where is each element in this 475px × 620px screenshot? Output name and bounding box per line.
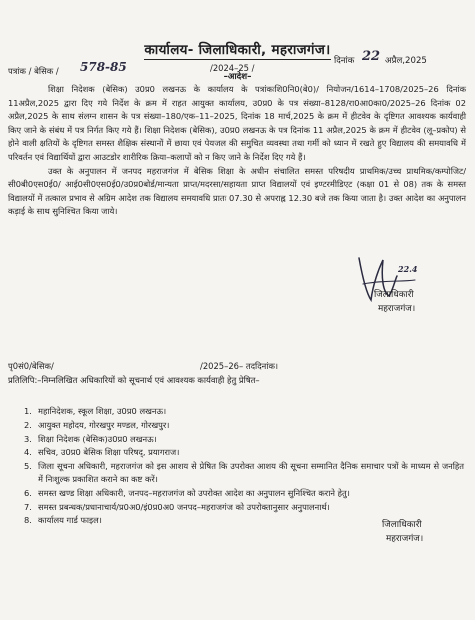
reference-label: पत्रांक / बेसिक /	[8, 66, 59, 76]
signature-1-designation: जिलाधिकारी	[374, 290, 414, 300]
signature-1-place: महराजगंज।	[378, 304, 416, 314]
list-item: 1. महानिदेशक, स्कूल शिक्षा, उ0प्र0 लखनऊ।	[24, 406, 167, 416]
order-heading: –आदेश–	[223, 72, 252, 82]
list-item: 7. समस्त प्रबन्धक/प्रधानाचार्य/प्र0अ0/इं0प्र0अ0 जनपद–महराजगंज को उपरोक्तानुसार अनुपालनार्थ।	[24, 501, 330, 512]
copy-reference-label: पृ0सं0/बेसिक/	[8, 361, 54, 371]
order-paragraph-2: उक्त के अनुपालन में जनपद महराजगंज में बेसिक शिक्षा के अधीन संचालित समस्त परिषदीय प्राथमिक/उच्च प्राथमिक/कम्पोजिट/ सी0बी0एस0ई0/ आई0सी0एस0ई0/उ0प्र0बोर्ड/मान्यता प्राप्त/मदरसा/सहायता प्राप्त विद्यालयों एवं इण्टरमीडिएट (कक्षा 01 से 08) तक के समस्त विद्यालयों में तत्काल प्रभाव से अग्रिम आदेश तक विद्यालय समयावधि प्रातः 07.30 से अपराह्न 12.30 बजे तक किया जाता है। उक्त आदेश का अनुपालन कड़ाई के साथ सुनिश्चित किया जाये।	[8, 165, 466, 217]
list-item: 6. समस्त खण्ड शिक्षा अधिकारी, जनपद–महराजगंज को उपरोक्त आदेश का अनुपालन सुनिश्चित कराने हेतु।	[24, 487, 350, 498]
copy-intro: प्रतिलिपि:–निम्नलिखित अधिकारियों को सूचनार्थ एवं आवश्यक कार्यवाही हेतु प्रेषित–	[8, 375, 260, 385]
date-day-handwritten: 22	[362, 49, 381, 64]
reference-number-handwritten: 578-85	[80, 60, 127, 74]
order-body	[8, 83, 466, 219]
office-title-text: कार्यालय- जिलाधिकारी, महराजगंज।	[144, 42, 331, 58]
list-item: 5. जिला सूचना अधिकारी, महराजगंज को इस आशय से प्रेषित कि उपरोक्त आशय की सूचना सम्मानित दैनिक समाचार पत्रों के माध्यम से जनहित में निःशुल्क प्रकाशित कराने का कष्ट करें।	[24, 461, 464, 484]
list-item: 3. शिक्षा निदेशक (बेसिक)उ0प्र0 लखनऊ।	[24, 433, 157, 444]
order-paragraph-1: शिक्षा निदेशक (बेसिक) उ0प्र0 लखनऊ के कार्यालय के पत्रांकःशि0नि0(बे0)/ नियोजन/1614–1708/2025–26 दिनांक 11अप्रैल,2025 द्वारा दिए गये निर्देश के क्रम में राहत आयुक्त कार्यालय, उ0प्र0 के पत्र संख्या–8128/रा0आ0का0/2025–26 दिनांक 02 अप्रैल,2025 के साथ संलग्न शासन के पत्र संख्या–180/एक–11–2025, दिनांक 18 मार्च,2025 के क्रम में हीटवेव के दृष्टिगत आवश्यक कार्यवाही किए जाने के संबंध में पत्र निर्गत किए गये हैं। शिक्षा निदेशक (बेसिक), उ0प्र0 लखनऊ के पत्र दिनांक 11 अप्रैल,2025 के क्रम में हीटवेव (लू–प्रकोप) से होने वाली क्षतियों के दृष्टिगत समस्त शैक्षिक संस्थानों में छाया एवं पेयजल की समुचित व्यवस्था तथा गर्मी को ध्यान में रखते हुए विद्यालय की समयावधि में परिवर्तन एवं विद्यार्थियों द्वारा आउटडोर शारीरिक क्रिया–कलापों को न किए जाने के निर्देश दिए गये हैं।	[8, 84, 466, 162]
list-item: 4. सचिव, उ0प्र0 बेसिक शिक्षा परिषद्, प्रयागराज।	[24, 447, 180, 458]
reference-suffix: /2024–25 /	[210, 63, 255, 73]
list-item: 8. कार्यालय गार्ड फाइल।	[24, 515, 102, 526]
date-month-year: अप्रैल,2025	[385, 56, 427, 66]
recipient-list	[24, 405, 464, 528]
signature-1-date-handwritten: 22.4	[398, 264, 418, 274]
signature-2-designation: जिलाधिकारी	[382, 520, 422, 530]
list-item: 2. आयुक्त महोदय, गोरखपुर मण्डल, गोरखपुर।	[24, 419, 170, 430]
copy-reference-suffix: /2025–26– तददिनांक।	[200, 361, 279, 371]
date-label: दिनांक	[334, 56, 355, 66]
signature-2-place: महराजगंज।	[386, 534, 424, 544]
